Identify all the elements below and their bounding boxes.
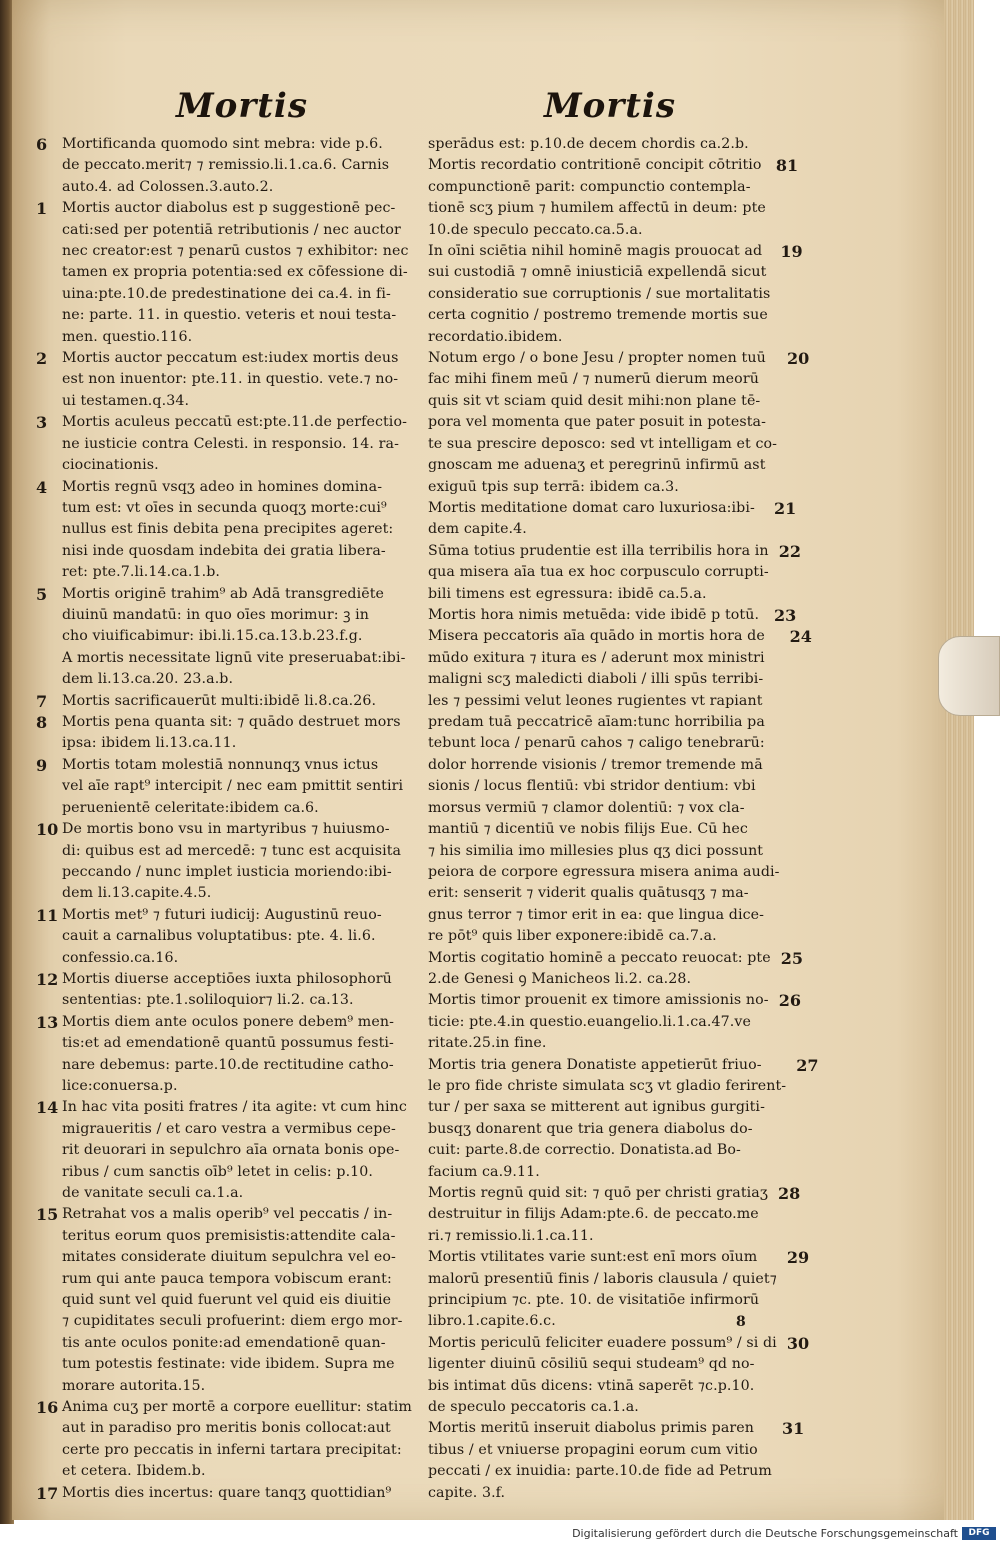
entry-line: tibus / et vniuerse propagini eorum cum vitio: [428, 1441, 758, 1458]
entry-line: ui testamen.q.34.: [62, 392, 190, 409]
entry-line: peruenientē celeritate:ibidem ca.6.: [62, 799, 319, 816]
entry-number: 19: [780, 242, 803, 262]
index-entry: [36, 134, 408, 198]
entry-number: 2: [36, 349, 48, 369]
entry-line: Mortis totam molestiā nonnunqʒ vnus ictus: [62, 756, 379, 773]
index-entry: [36, 1012, 408, 1098]
entry-text: [62, 819, 408, 905]
entry-line: cho viuificabimur: ibi.li.15.ca.13.b.23.f.g.: [62, 628, 363, 645]
entry-line: morare autorita.15.: [62, 1377, 206, 1394]
entry-line: aut in paradiso pro meritis bonis collocat:aut: [62, 1420, 391, 1437]
entry-line: confessio.ca.16.: [62, 949, 179, 966]
entry-text: [428, 605, 764, 626]
entry-text: [428, 1418, 772, 1504]
entry-line: certa cognitio / postremo tremende mortis sue: [428, 307, 768, 324]
entry-line: dem li.13.capite.4.5.: [62, 885, 212, 902]
entry-line: auto.4. ad Colossen.3.auto.2.: [62, 178, 274, 195]
entry-number: 13: [36, 1012, 59, 1032]
entry-text: [428, 1183, 768, 1247]
entry-line: Notum ergo / o bone Jesu / propter nomen tuū: [428, 350, 766, 367]
entry-number: 8: [36, 713, 48, 733]
entry-text: [62, 1397, 412, 1483]
entry-line: ritate.25.in fine.: [428, 1035, 547, 1052]
bookmark-tab: [938, 636, 1000, 716]
entry-line: men. questio.116.: [62, 328, 193, 345]
entry-line: tionē scʒ pium ⁊ humilem affectū in deum: pte: [428, 200, 766, 217]
entry-line: erit: senserit ⁊ viderit qualis quātusqʒ ⁊ ma-: [428, 885, 749, 902]
entry-line: ipsa: ibidem li.13.ca.11.: [62, 735, 237, 752]
entry-text: [428, 1333, 777, 1419]
left-column: [36, 134, 412, 1504]
entry-number: 31: [781, 1419, 805, 1439]
entry-number: 21: [774, 498, 797, 518]
entry-line: ri.⁊ remissio.li.1.ca.11.: [428, 1227, 594, 1244]
entry-line: Misera peccatoris aīa quādo in mortis hora de: [428, 628, 765, 645]
entry-line: ticie: pte.4.in questio.euangelio.li.1.ca.47.ve: [428, 1013, 751, 1030]
entry-text: [428, 1247, 777, 1333]
index-entry: [36, 648, 408, 691]
entry-text: [62, 1204, 408, 1397]
entry-text: [62, 412, 408, 476]
right-column: [428, 134, 819, 1504]
entry-line: busqʒ donarent que tria genera diabolus do-: [428, 1120, 753, 1137]
entry-line: mantiū ⁊ dicentiū ve nobis filijs Eue. Cū hec: [428, 821, 748, 838]
index-entry: [36, 1204, 408, 1397]
entry-line: Retrahat vos a malis operib⁹ vel peccatis / in-: [62, 1206, 393, 1223]
entry-line: Mortis diuerse acceptiōes iuxta philosophorū: [62, 970, 392, 987]
entry-line: bili timens est egressura: ibidē ca.5.a.: [428, 585, 707, 602]
entry-number: 81: [775, 156, 799, 176]
index-entry: [428, 1418, 808, 1504]
entry-text: [62, 1097, 408, 1204]
entry-line: tebunt loca / penarū cahos ⁊ caligo tenebrarū:: [428, 735, 765, 752]
entry-line: gnus terror ⁊ timor erit in ea: que lingua dice-: [428, 906, 765, 923]
index-entry: [428, 605, 808, 627]
footer-credit: Digitalisierung gefördert durch die Deutsche Forschungsgemeinschaft: [572, 1527, 958, 1540]
entry-line: quid sunt vel quid fuerunt vel quid eis diuitie: [62, 1292, 392, 1309]
entry-line: nullus est finis debita pena precipites ageret:: [62, 521, 394, 538]
index-entry: [428, 990, 808, 1054]
entry-number: 15: [36, 1205, 59, 1225]
index-entry: [428, 541, 808, 605]
entry-line: re pōt⁹ quis liber exponere:ibidē ca.7.a.: [428, 928, 717, 945]
entry-line: 2.de Genesi ꝯ Manicheos li.2. ca.28.: [428, 970, 692, 987]
entry-line: A mortis necessitate lignū vite preseruabat:ibi-: [62, 649, 406, 666]
entry-line: dem capite.4.: [428, 521, 527, 538]
entry-line: peccati / ex inuidia: parte.10.de fide ad Petrum: [428, 1463, 772, 1480]
entry-line: principium ⁊c. pte. 10. de visitatiōe infirmorū: [428, 1292, 760, 1309]
entry-line: Mortis periculū feliciter euadere possum⁹ / si di: [428, 1334, 777, 1351]
entry-text: [62, 648, 408, 691]
index-entry: [36, 584, 408, 648]
entry-line: fac mihi finem meū / ⁊ numerū dierum meorū: [428, 371, 759, 388]
entry-line: Anima cuʒ per mortē a corpore euellitur: statim: [62, 1399, 412, 1416]
entry-text: [62, 1483, 408, 1504]
entry-text: [428, 348, 777, 498]
entry-line: mūdo exitura ⁊ itura es / aderunt mox ministri: [428, 649, 765, 666]
entry-line: de speculo peccatoris ca.1.a.: [428, 1399, 639, 1416]
entry-line: qua misera aīa tua ex hoc corpusculo corrupti-: [428, 564, 769, 581]
entry-line: malorū presentiū finis / laboris clausula / quiet⁊: [428, 1270, 777, 1287]
index-entry: [428, 1183, 808, 1247]
entry-line: Mortis diem ante oculos ponere debem⁹ men-: [62, 1013, 394, 1030]
entry-line: Mortis auctor diabolus est p suggestionē pec-: [62, 200, 396, 217]
entry-line: ⁊ his similia imo millesies plus qʒ dici possunt: [428, 842, 764, 859]
entry-line: migraueritis / et caro vestra a vermibus cepe-: [62, 1120, 396, 1137]
entry-line: di: quibus est ad mercedē: ⁊ tunc est acquisita: [62, 842, 402, 859]
entry-number: 9: [36, 755, 48, 775]
index-entry: [428, 134, 808, 155]
entry-line: ⁊ cupiditates seculi profuerint: diem ergo mor-: [62, 1313, 403, 1330]
entry-number: 17: [36, 1483, 59, 1503]
entry-number: 22: [778, 541, 802, 561]
entry-number: 27: [796, 1055, 819, 1075]
entry-line: morsus vermiū ⁊ clamor dolentiū: ⁊ vox cla-: [428, 799, 745, 816]
index-entry: [36, 712, 408, 755]
entry-line: peiora de corpore egressura misera anima audi-: [428, 863, 780, 880]
entry-number: 3: [36, 413, 48, 433]
entry-number: 4: [36, 477, 48, 497]
entry-line: teritus eorum quos premisistis:attendite cala-: [62, 1227, 396, 1244]
entry-line: est non inuentor: pte.11. in questio. vete.⁊ no-: [62, 371, 399, 388]
entry-text: [62, 969, 408, 1012]
entry-text: [62, 477, 408, 584]
entry-line: Mortis meritū inseruit diabolus primis paren: [428, 1420, 755, 1437]
entry-line: exiguū tpis sup terrā: ibidem ca.3.: [428, 478, 679, 495]
entry-line: tamen ex propria potentia:sed ex cōfessione di-: [62, 264, 408, 281]
entry-number: 5: [36, 584, 48, 604]
index-entry: [36, 905, 408, 969]
entry-number: 11: [36, 905, 59, 925]
entry-line: tur / per saxa se mitterent aut ignibus gurgiti-: [428, 1099, 765, 1116]
entry-line: Mortis hora nimis metuēda: vide ibidē p totū.: [428, 606, 760, 623]
entry-line: maligni scʒ maledicti diaboli / illi spūs terribi-: [428, 671, 764, 688]
entry-text: [62, 198, 409, 348]
entry-line: dem li.13.ca.20. 23.a.b.: [62, 671, 234, 688]
index-entry: [428, 348, 808, 498]
entry-line: ciocinationis.: [62, 457, 159, 474]
signature-mark: 8: [736, 1314, 746, 1330]
running-head-right: Mortis: [544, 86, 676, 126]
entry-line: sperādus est: p.10.de decem chordis ca.2.b.: [428, 136, 749, 152]
entry-line: Mortis tria genera Donatiste appetierūt friuo-: [428, 1056, 762, 1073]
entry-line: consideratio sue corruptionis / sue mortalitatis: [428, 285, 771, 302]
entry-text: [428, 241, 770, 348]
index-entry: [428, 498, 808, 541]
entry-line: vel aīe rapt⁹ intercipit / nec eam pmittit sentiri: [62, 778, 404, 795]
entry-line: pora vel momenta que pater posuit in potesta-: [428, 414, 766, 431]
entry-line: Mortificanda quomodo sint mebra: vide p.6.: [62, 136, 383, 152]
entry-line: capite. 3.f.: [428, 1484, 506, 1501]
entry-line: sui custodiā ⁊ omnē iniusticiā expellendā sicut: [428, 264, 767, 281]
entry-line: Mortis originē trahim⁹ ab Adā transgrediēte: [62, 585, 385, 602]
entry-line: Mortis regnū vsqʒ adeo in homines domina-: [62, 478, 383, 495]
entry-line: bis intimat dūs dicens: vtinā saperēt ⁊c.p.10.: [428, 1377, 755, 1394]
entry-line: Mortis met⁹ ⁊ futuri iudicij: Augustinū reuo-: [62, 906, 382, 923]
entry-text: [62, 348, 408, 412]
entry-number: 14: [36, 1098, 59, 1118]
index-entry: [428, 155, 808, 241]
entry-number: 28: [777, 1184, 801, 1203]
entry-line: In oīni sciētia nihil hominē magis prouocat ad: [428, 243, 763, 260]
entry-line: diuinū mandatū: in quo oīes morimur: ꝫ in: [62, 606, 370, 623]
entry-text: [428, 541, 769, 605]
entry-line: Mortis timor prouenit ex timore amissionis no-: [428, 992, 769, 1009]
entry-line: De mortis bono vsu in martyribus ⁊ huiusmo-: [62, 821, 390, 838]
entry-line: ribus / cum sanctis oīb⁹ letet in celis: p.10.: [62, 1163, 374, 1180]
entry-text: [62, 584, 408, 648]
entry-line: Mortis regnū quid sit: ⁊ quō per christi gratiaʒ: [428, 1185, 768, 1201]
entry-text: [428, 948, 771, 991]
entry-number: 26: [778, 991, 801, 1011]
entry-line: uina:pte.10.de predestinatione dei ca.4. in fi-: [62, 285, 391, 302]
entry-text: [428, 134, 764, 155]
index-entry: [428, 241, 808, 348]
entry-text: [62, 905, 408, 969]
entry-line: Mortis meditatione domat caro luxuriosa:ibi-: [428, 499, 755, 516]
entry-text: [62, 1012, 408, 1098]
entry-line: nec creator:est ⁊ penarū custos ⁊ exhibitor: nec: [62, 243, 409, 260]
entry-number: 10: [36, 820, 59, 840]
entry-text: [428, 498, 764, 541]
entry-line: ligenter diuinū cōsiliū sequi studeam⁹ qd no-: [428, 1356, 755, 1373]
entry-line: gnoscam me aduenaʒ et peregrinū infirmū ast: [428, 457, 766, 474]
entry-line: Mortis dies incertus: quare tanqʒ quottidian⁹: [62, 1484, 392, 1501]
entry-line: ret: pte.7.li.14.ca.1.b.: [62, 564, 220, 581]
entry-number: 20: [787, 349, 810, 369]
entry-line: Mortis cogitatio hominē a peccato reuocat: pte: [428, 949, 771, 966]
entry-line: 10.de speculo peccato.ca.5.a.: [428, 221, 643, 238]
entry-line: compunctionē parit: compunctio contempla-: [428, 178, 751, 195]
entry-line: sionis / locus flentiū: vbi stridor dentium: vbi: [428, 778, 756, 795]
entry-text: [62, 712, 408, 755]
entry-line: cauit a carnalibus voluptatibus: pte. 4. li.6.: [62, 928, 376, 945]
entry-text: [428, 155, 766, 241]
entry-line: rit deuorari in sepulchro aīa ornata bonis ope-: [62, 1142, 400, 1159]
entry-number: 25: [780, 948, 803, 968]
index-entry: [428, 1333, 808, 1419]
entry-line: Sūma totius prudentie est illa terribilis hora in: [428, 542, 769, 559]
index-entry: [428, 626, 812, 947]
index-entry: [36, 1483, 408, 1505]
entry-line: ne: parte. 11. in questio. veteris et noui testa-: [62, 307, 397, 324]
entry-line: facium ca.9.11.: [428, 1163, 540, 1180]
entry-line: Mortis aculeus peccatū est:pte.11.de perfectio-: [62, 414, 407, 431]
entry-number: 30: [786, 1333, 810, 1353]
entry-line: et cetera. Ibidem.b.: [62, 1463, 206, 1480]
footer-bar: [0, 1524, 1000, 1544]
index-entry: [428, 1247, 808, 1333]
index-entry: [36, 755, 408, 819]
entry-text: [62, 755, 408, 819]
index-entry: [36, 348, 408, 412]
index-entry: [36, 1397, 412, 1483]
entry-number: 1: [36, 199, 48, 219]
entry-number: 16: [36, 1398, 59, 1418]
entry-line: les ⁊ pessimi velut leones rugientes vt rapiant: [428, 692, 763, 709]
entry-line: tum est: vt oīes in secunda quoqʒ morte:cui⁹: [62, 499, 387, 516]
entry-line: certe pro peccatis in inferni tartara precipitat:: [62, 1441, 402, 1458]
entry-line: Mortis vtilitates varie sunt:est enī mors oīum: [428, 1249, 758, 1266]
entry-line: Mortis recordatio contritionē concipit cōtritio: [428, 157, 762, 174]
entry-text: [428, 1055, 786, 1183]
entry-line: tis ante oculos ponite:ad emendationē quan-: [62, 1334, 386, 1351]
running-head-left: Mortis: [176, 86, 308, 126]
entry-line: de peccato.merit⁊ ⁊ remissio.li.1.ca.6. Carnis: [62, 157, 390, 174]
index-entry: [36, 1097, 408, 1204]
entry-text: [62, 691, 408, 712]
index-entry: [428, 1055, 819, 1183]
entry-line: In hac vita positi fratres / ita agite: vt cum hinc: [62, 1099, 407, 1116]
index-entry: [36, 412, 408, 476]
entry-number: 12: [36, 969, 59, 989]
index-entry: [36, 198, 408, 348]
entry-number: 24: [789, 627, 812, 647]
entry-line: tum potestis festinate: vide ibidem. Supra me: [62, 1356, 395, 1373]
index-entry: [36, 969, 408, 1012]
entry-number: 7: [36, 691, 48, 711]
entry-line: cuit: parte.8.de correctio. Donatista.ad Bo-: [428, 1142, 741, 1159]
entry-line: nisi inde quosdam indebita dei gratia libera-: [62, 542, 386, 559]
index-entry: [36, 477, 408, 584]
index-entry: [36, 691, 408, 713]
index-entry: [428, 948, 808, 991]
entry-line: le pro fide christe simulata scʒ vt gladio ferirent-: [428, 1077, 787, 1094]
entry-text: [62, 134, 408, 198]
entry-line: Mortis auctor peccatum est:iudex mortis deus: [62, 350, 399, 367]
entry-text: [428, 626, 780, 947]
entry-line: cati:sed per potentiā retributionis / nec auctor: [62, 221, 401, 238]
entry-line: recordatio.ibidem.: [428, 328, 563, 345]
dfg-logo: DFG: [962, 1527, 996, 1540]
entry-number: 23: [774, 605, 797, 625]
entry-number: 29: [786, 1248, 810, 1268]
entry-line: de vanitate seculi ca.1.a.: [62, 1185, 244, 1201]
entry-line: rum qui ante pauca tempora vobiscum erant:: [62, 1270, 392, 1287]
entry-line: tis:et ad emendationē quantū possumus festi-: [62, 1035, 394, 1052]
page-edges: [944, 0, 974, 1520]
entry-line: nare debemus: parte.10.de rectitudine catho-: [62, 1056, 394, 1073]
entry-line: destruitur in filijs Adam:pte.6. de peccato.me: [428, 1206, 759, 1223]
entry-line: sententias: pte.1.soliloquior⁊ li.2. ca.13.: [62, 992, 354, 1009]
entry-line: ne iusticie contra Celesti. in responsio. 14. ra-: [62, 435, 399, 452]
entry-number: 6: [36, 135, 48, 154]
index-entry: [36, 819, 408, 905]
entry-line: quis sit vt sciam quid desit mihi:non plane tē-: [428, 392, 761, 409]
entry-line: te sua prescire deposco: sed vt intelligam et co-: [428, 435, 778, 452]
entry-line: lice:conuersa.p.: [62, 1077, 178, 1094]
entry-text: [428, 990, 769, 1054]
entry-line: Mortis sacrificauerūt multi:ibidē li.8.ca.26.: [62, 692, 377, 709]
entry-line: peccando / nunc implet iusticia moriendo:ibi-: [62, 863, 392, 880]
entry-line: Mortis pena quanta sit: ⁊ quādo destruet mors: [62, 714, 401, 731]
entry-line: predam tuā peccatricē aīam:tunc horribilia pa: [428, 714, 765, 731]
entry-line: libro.1.capite.6.c.: [428, 1313, 556, 1330]
entry-line: mitates considerate diuitum sepulchra vel eo-: [62, 1249, 396, 1266]
entry-line: dolor horrende visionis / tremor tremende mā: [428, 756, 763, 773]
